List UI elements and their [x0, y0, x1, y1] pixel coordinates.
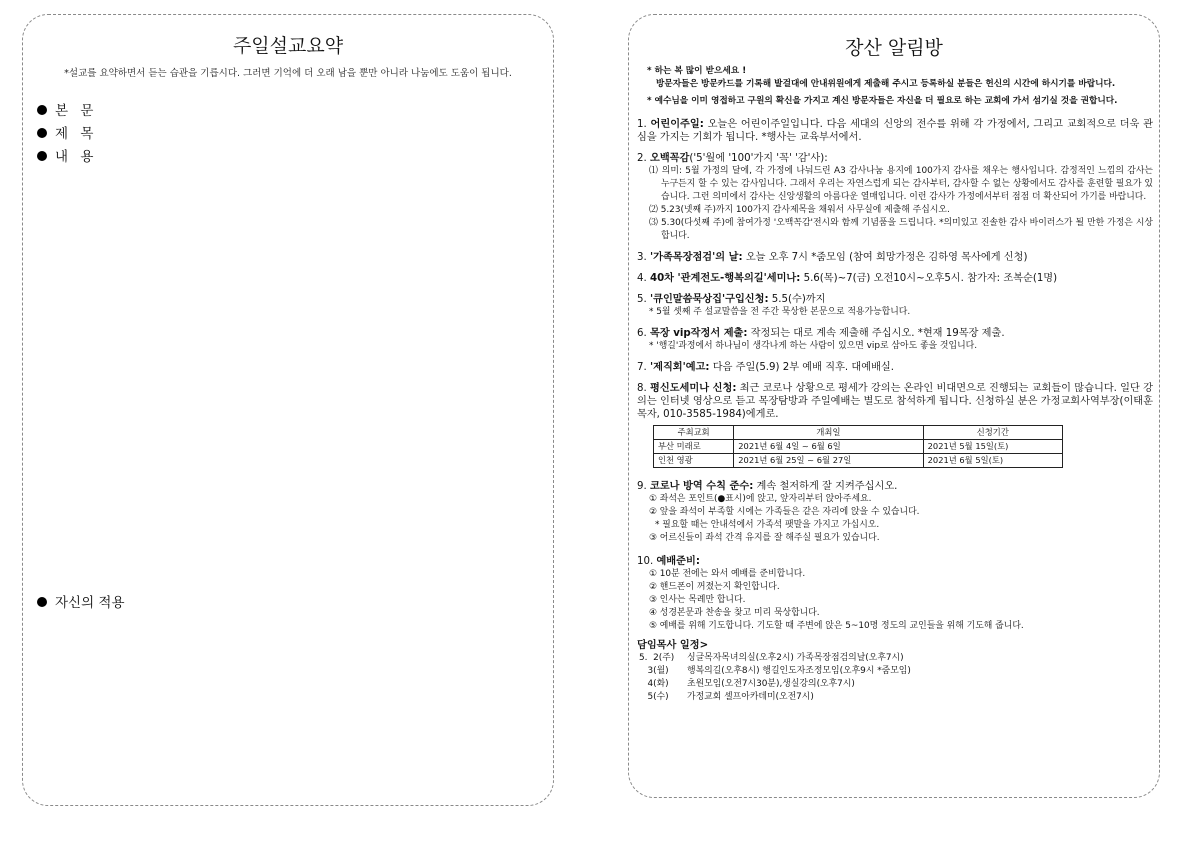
bullet-application: 자신의 적용: [37, 591, 125, 611]
sub-item: ⑶ 5.30(다섯째 주)에 참여가정 '오백꼭감'전시와 함께 기념품을 드립니다. *의미있고 진솔한 감사 바이러스가 될 만한 가정은 시상합니다.: [649, 218, 1153, 241]
table-header: 신청기간: [923, 426, 1062, 440]
schedule-row: 5(수) 가정교회 셀프아카데미(오전7시): [639, 692, 814, 702]
announcement-item: 5. '큐인말씀묵상집'구입신청: 5.5(수)까지 * 5월 셋째 주 설교말씀을 전 주간 묵상한 본문으로 적용가능합니다.: [637, 294, 911, 317]
table-row: 부산 미래로 2021년 6월 4일 ~ 6월 6일 2021년 5월 15일(토): [654, 440, 1063, 454]
schedule-row: 3(월) 행복의길(오후8시) 행길인도자조정모임(오후9시 *줌모임): [639, 666, 911, 676]
sub-item: ⑤ 예배를 위해 기도합니다. 기도할 때 주변에 앉은 5~10명 정도의 교인들을 위해 기도해 줍니다.: [649, 621, 1024, 631]
bullet-dot-icon: [37, 128, 47, 138]
sub-item: ④ 성경본문과 찬송을 찾고 미리 묵상합니다.: [649, 608, 820, 618]
notice-welcome: * 하는 복 많이 받으세요 ! 방문자들은 방문카드를 기록해 발걸대에 안내위원에게 제출해 주시고 등록하실 분들은 헌신의 시간에 하시기를 바랍니다.: [647, 66, 1116, 89]
notice-visitors: * 예수님을 이미 영접하고 구원의 확신을 가지고 계신 방문자들은 자신을 더 필요로 하는 교회에 가서 섬기실 것을 권합니다.: [647, 96, 1118, 106]
sub-item: ① 좌석은 포인트(●표시)에 앉고, 앞자리부터 앉아주세요.: [649, 494, 872, 504]
announcement-item: 1. 어린이주일: 오늘은 어린이주일입니다. 다음 세대의 신앙의 전수를 위해 각 가정에서, 그리고 교회적으로 더욱 관심을 가지는 기회가 됩니다. *행사는 교육부서에서.: [637, 119, 1153, 143]
announcement-item: 7. '제직회'예고: 다음 주일(5.9) 2부 예배 직후. 대예배실.: [637, 362, 894, 373]
announcements-content: [637, 65, 1153, 704]
bullet-dot-icon: [37, 597, 47, 607]
announcements-title: 장산 알림방: [845, 37, 943, 59]
bullet-content: 내 용: [37, 145, 97, 165]
announcement-item: 9. 코로나 방역 수칙 준수: 계속 철저하게 잘 지켜주십시오. ① 좌석은 포인트(●표시)에 앉고, 앞자리부터 앉아주세요. ② 앞을 좌석이 부족할 시에는 가족들은 같은 자리에 앉을 수 있습니다. * 필요할 때는 안내석에서 가족석 팻말을 가지고 가십시오. ③ 어르신들이 좌석 간격 유지를 잘 해주실 필요가 있습니다.: [637, 480, 1153, 545]
seminar-table: [653, 425, 1063, 468]
schedule-row: 5. 2(주) 싱글목자목녀의실(오후2시) 가족목장점검의날(오후7시): [639, 653, 904, 663]
bullet-dot-icon: [37, 105, 47, 115]
announcement-item: 10. 예배준비: ① 10분 전에는 와서 예배를 준비합니다. ② 핸드폰이 꺼졌는지 확인합니다. ③ 인사는 목례만 합니다. ④ 성경본문과 찬송을 찾고 미리 묵상합니다. ⑤ 예배를 위해 기도합니다. 기도할 때 주변에 앉은 5~10명 정도의 교인들을 위해 기도해 줍니다.: [637, 555, 1153, 633]
schedule-row: 4(화) 초원모임(오전7시30분),생실강의(오후7시): [639, 679, 855, 689]
bullet-title: 제 목: [37, 122, 97, 142]
sermon-summary-title: 주일설교요약: [232, 35, 344, 57]
announcement-item: 3. '가족목장점검'의 날: 오늘 오후 7시 *줌모임 (참여 희망가정은 김하영 목사에게 신청): [637, 252, 1028, 263]
sermon-summary-panel: [22, 14, 554, 806]
announcement-item: 8. 평신도세미나 신청: 최근 코로나 상황으로 평세가 강의는 온라인 비대면으로 진행되는 교회들이 많습니다. 일단 강의는 인터넷 영상으로 듣고 목장탐방과 주일예배는 별도로 참석하게 됩니다. 신청하실 분은 가정교회사역부장(이태훈 목자, 010-3585-1984)에게로. 주최교회 개최일 신청기간 부산 미래로 2021년 6월 4일 ~ 6월 6일 2021년 5월 15일(토) 인천 영광 2021년 6월 25일 ~ 6월 27일 2021년 6월 5일(토): [637, 382, 1153, 468]
sub-item: ② 앞을 좌석이 부족할 시에는 가족들은 같은 자리에 앉을 수 있습니다.: [649, 507, 920, 517]
sub-item: ② 핸드폰이 꺼졌는지 확인합니다.: [649, 582, 780, 592]
bullet-dot-icon: [37, 151, 47, 161]
sub-item: ① 10분 전에는 와서 예배를 준비합니다.: [649, 569, 806, 579]
sub-item: ③ 인사는 목례만 합니다.: [649, 595, 746, 605]
schedule-title: 담임목사 일정>: [637, 640, 709, 651]
sub-item: * 필요할 때는 안내석에서 가족석 팻말을 가지고 가십시오.: [655, 520, 880, 530]
sub-item: ③ 어르신들이 좌석 간격 유지를 잘 해주실 필요가 있습니다.: [649, 533, 880, 543]
table-header: 주최교회: [654, 426, 734, 440]
announcement-item: 2. 오백꼭감('5'월에 '100'가지 '꼭' '감'사): ⑴ 의미: 5월 가정의 달에, 각 가정에 나눠드린 A3 감사나눔 용지에 100가지 감사를 채우는 행사입니다. 감정적인 느낌의 감사는 누구든지 할 수 있는 감사입니다. 그래서 우리는 자연스럽게 되는 감사부터, 감사할 수 없는 상황에서도 감사를 훈련할 필요가 있습니다. 그런 의미에서 감사는 신앙생활의 아름다운 열매입니다. 이런 감사가 가정에서부터 점점 더 확산되어 가기를 바랍니다. ⑵ 5.23(넷째 주)까지 100가지 감사제목을 채워서 사무실에 제출해 주십시오. ⑶ 5.30(다섯째 주)에 참여가정 '오백꼭감'전시와 함께 기념품을 드립니다. *의미있고 진솔한 감사 바이러스가 될 만한 가정은 시상합니다.: [637, 153, 1153, 241]
announcement-item: 4. 40차 '관계전도-행복의길'세미나: 5.6(목)~7(금) 오전10시~오후5시. 참가자: 조복순(1명): [637, 273, 1058, 284]
announcement-item: 6. 목장 vip작정서 제출: 작정되는 대로 계속 제출해 주십시오. *현재 19목장 제출. * '행길'과정에서 하나님이 생각나게 하는 사람이 있으면 vip로 삼아도 좋을 것입니다.: [637, 328, 1005, 351]
sub-item: ⑴ 의미: 5월 가정의 달에, 각 가정에 나눠드린 A3 감사나눔 용지에 100가지 감사를 채우는 행사입니다. 감정적인 느낌의 감사는 누구든지 할 수 있는 감사입니다. 그래서 우리는 자연스럽게 되는 감사부터, 감사할 수 없는 상황에서도 감사를 훈련할 필요가 있습니다. 그런 의미에서 감사는 신앙생활의 아름다운 열매입니다. 이런 감사가 가정에서부터 점점 더 확산되어 가기를 바랍니다.: [649, 166, 1153, 202]
pastor-schedule: [637, 639, 1153, 704]
table-row: 인천 영광 2021년 6월 25일 ~ 6월 27일 2021년 6월 5일(토): [654, 454, 1063, 468]
sub-item: ⑵ 5.23(넷째 주)까지 100가지 감사제목을 채워서 사무실에 제출해 주십시오.: [649, 205, 950, 215]
sermon-summary-instruction: *설교를 요약하면서 듣는 습관을 기릅시다. 그러면 기억에 더 오래 남을 뿐만 아니라 나눔에도 도움이 됩니다.: [64, 68, 512, 79]
table-header: 개최일: [734, 426, 923, 440]
bullet-scripture: 본 문: [37, 99, 97, 119]
announcements-panel: [628, 14, 1160, 798]
